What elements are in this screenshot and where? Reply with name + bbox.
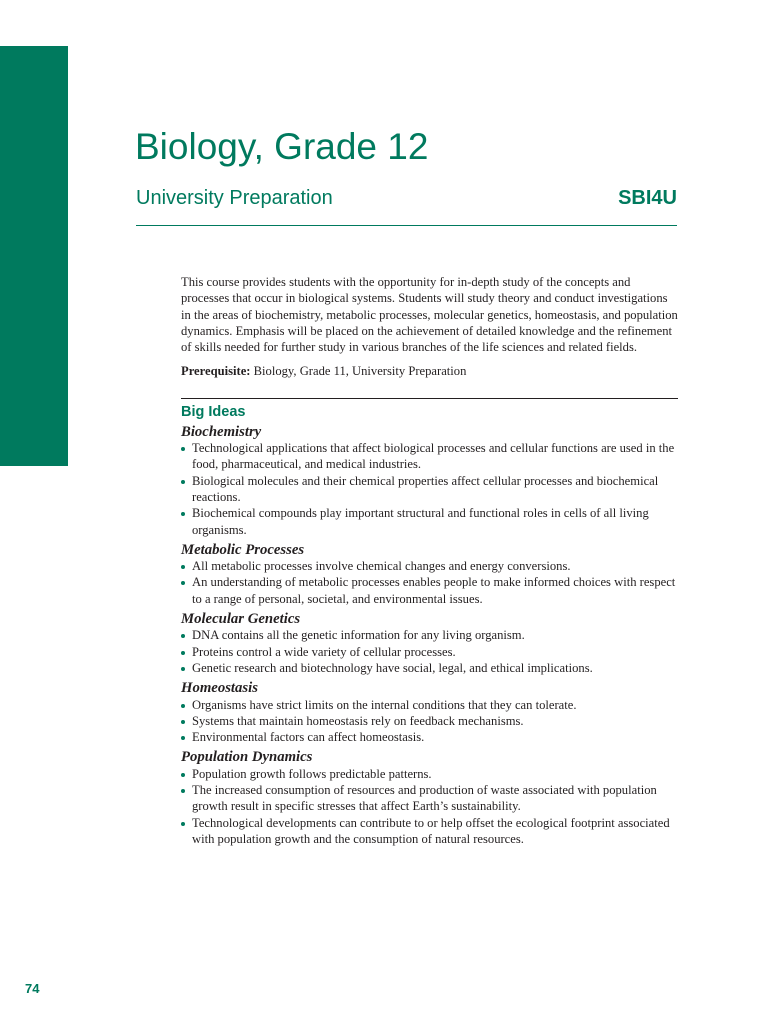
section-heading: Population Dynamics <box>181 749 313 766</box>
bullet-list <box>181 558 678 607</box>
big-ideas-heading: Big Ideas <box>181 403 246 420</box>
section-heading: Biochemistry <box>181 423 262 440</box>
list-item-text: Biochemical compounds play important structural and functional roles in cells of all living organisms. <box>192 506 649 537</box>
list-item <box>181 713 678 729</box>
bullet-list <box>181 697 678 746</box>
bullet-icon <box>181 704 185 708</box>
bullet-icon <box>181 667 185 671</box>
list-item-text: Environmental factors can affect homeostasis. <box>192 730 425 745</box>
list-item-text: Population growth follows predictable patterns. <box>192 766 432 781</box>
bullet-icon <box>181 581 185 585</box>
course-description: This course provides students with the opportunity for in-depth study of the concepts and processes that occur in biological systems. Students will study theory and conduct investigations in the areas of biochemistry, metabolic processes, molecular genetics, homeostasis, and population dynamics. Emphasis will be placed on the achievement of detailed knowledge and the refinement of skills needed for further study in various branches of the life sciences and related fields. <box>181 275 678 355</box>
list-item-text: Technological applications that affect biological processes and cellular functions are used in the food, pharmaceutical, and medical industries. <box>192 441 675 472</box>
list-item <box>181 558 678 574</box>
bullet-icon <box>181 773 185 777</box>
section-homeostasis <box>181 680 678 745</box>
list-item-text: The increased consumption of resources and production of waste associated with population growth result in specific stresses that affect Earth’s sustainability. <box>192 783 657 814</box>
bullet-icon <box>181 789 185 793</box>
bullet-icon <box>181 651 185 655</box>
prerequisite-label: Prerequisite: <box>181 364 251 379</box>
bullet-list <box>181 440 678 538</box>
list-item <box>181 782 678 815</box>
bullet-icon <box>181 736 185 740</box>
bullet-icon <box>181 720 185 724</box>
prerequisite-value: Biology, Grade 11, University Preparation <box>250 364 467 379</box>
page-number: 74 <box>25 981 40 996</box>
list-item-text: Proteins control a wide variety of cellular processes. <box>192 644 456 659</box>
prerequisite <box>181 363 678 379</box>
bullet-list <box>181 766 678 847</box>
section-heading: Molecular Genetics <box>181 611 301 628</box>
bullet-icon <box>181 512 185 516</box>
list-item <box>181 644 678 660</box>
list-item-text: Technological developments can contribute to or help offset the ecological footprint associated with population growth and the consumption of natural resources. <box>192 815 670 846</box>
list-item-text: An understanding of metabolic processes enables people to make informed choices with respect to a range of personal, societal, and environmental issues. <box>192 575 676 606</box>
section-metabolic-processes <box>181 542 678 607</box>
list-item-text: DNA contains all the genetic information for any living organism. <box>192 628 525 643</box>
list-item <box>181 660 678 676</box>
side-color-band <box>0 46 68 466</box>
course-type: University Preparation <box>136 187 333 209</box>
section-biochemistry <box>181 424 678 538</box>
list-item <box>181 766 678 782</box>
bullet-icon <box>181 565 185 569</box>
list-item <box>181 627 678 643</box>
list-item-text: Organisms have strict limits on the internal conditions that they can tolerate. <box>192 697 577 712</box>
course-code: SBI4U <box>618 187 677 209</box>
bullet-icon <box>181 447 185 451</box>
page-title: Biology, Grade 12 <box>135 126 429 167</box>
list-item <box>181 729 678 745</box>
section-heading: Metabolic Processes <box>181 541 305 558</box>
section-population-dynamics <box>181 749 678 847</box>
section-molecular-genetics <box>181 611 678 676</box>
list-item <box>181 697 678 713</box>
bullet-list <box>181 627 678 676</box>
list-item <box>181 815 678 848</box>
list-item <box>181 440 678 473</box>
title-divider <box>136 225 677 226</box>
course-content <box>181 274 678 847</box>
bullet-icon <box>181 822 185 826</box>
list-item-text: Systems that maintain homeostasis rely on feedback mechanisms. <box>192 713 524 728</box>
section-heading: Homeostasis <box>181 680 258 697</box>
list-item-text: All metabolic processes involve chemical changes and energy conversions. <box>192 559 571 574</box>
list-item <box>181 574 678 607</box>
list-item-text: Biological molecules and their chemical properties affect cellular processes and biochemical reactions. <box>192 473 659 504</box>
list-item <box>181 473 678 506</box>
big-ideas-divider <box>181 398 678 399</box>
bullet-icon <box>181 634 185 638</box>
bullet-icon <box>181 480 185 484</box>
list-item-text: Genetic research and biotechnology have social, legal, and ethical implications. <box>192 660 593 675</box>
list-item <box>181 505 678 538</box>
